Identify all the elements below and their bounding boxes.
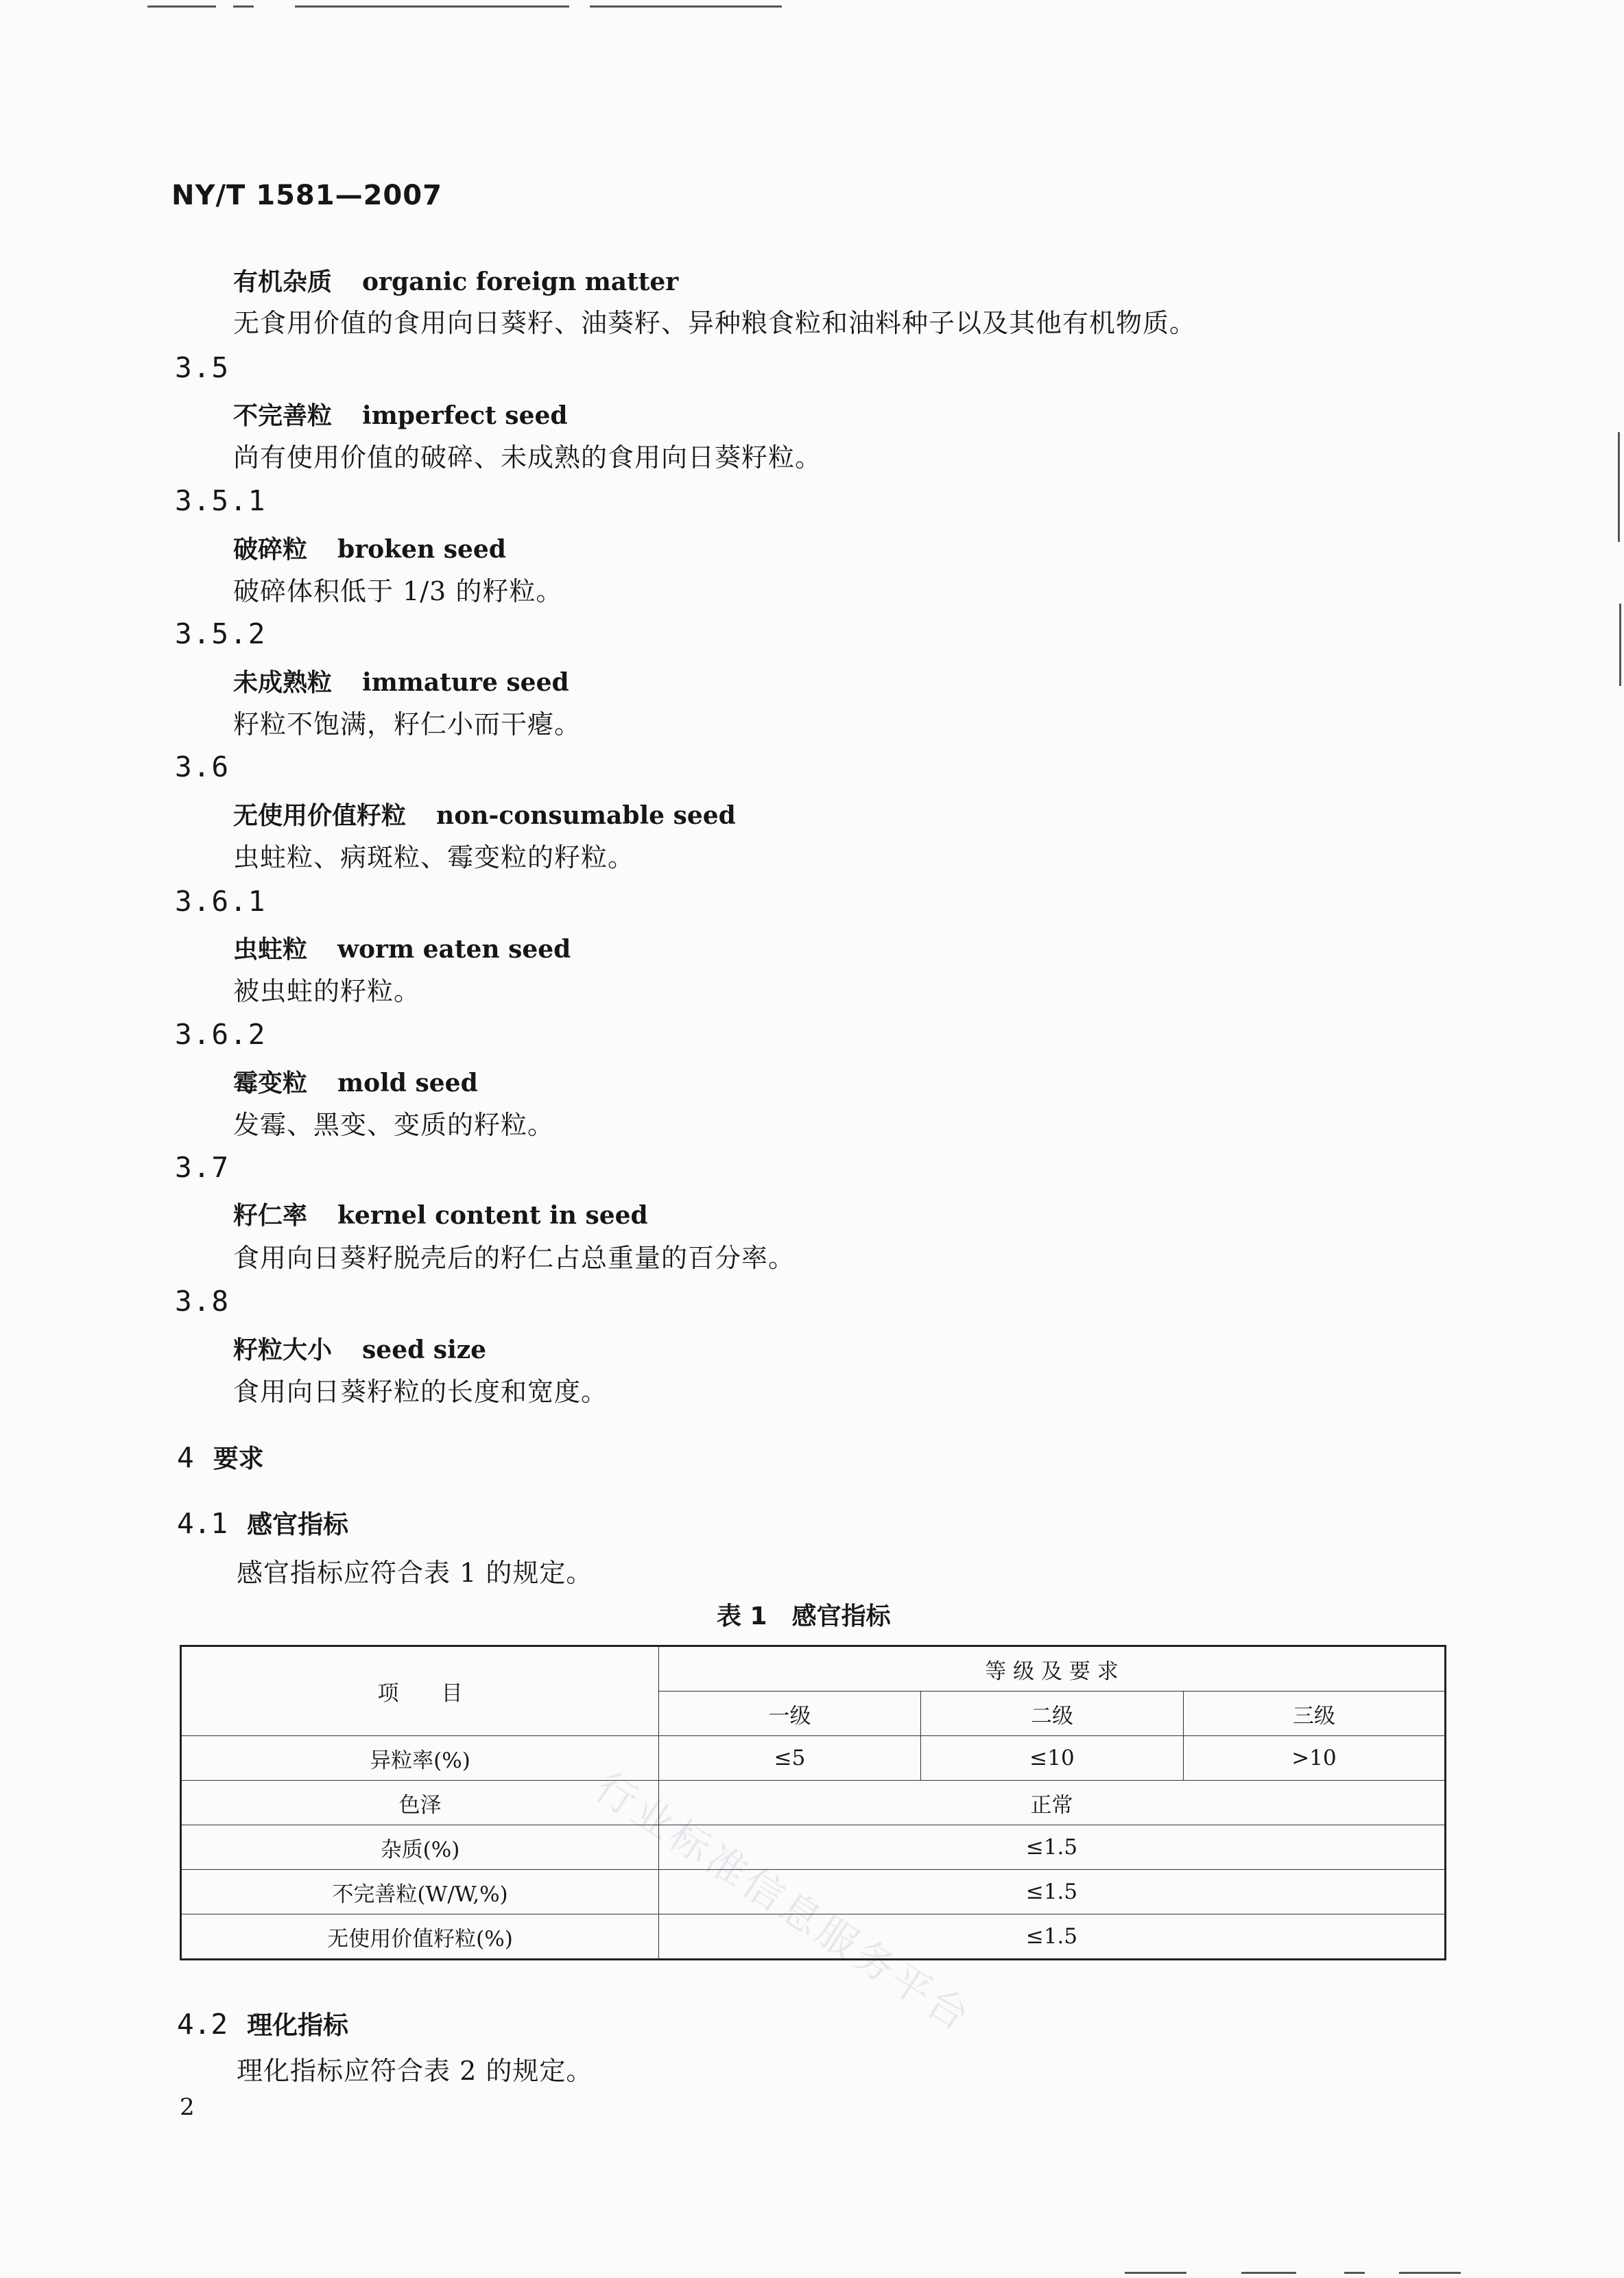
- term-zh: 籽粒大小: [233, 1336, 333, 1364]
- grade-col-header: 一级: [659, 1692, 921, 1736]
- term-en: non-consumable seed: [436, 801, 736, 830]
- clause-number: 3.6.1: [175, 885, 267, 918]
- term-worm-eaten-seed: [233, 930, 571, 965]
- row-label: 色泽: [181, 1781, 659, 1825]
- definition: 食用向日葵籽粒的长度和宽度。: [233, 1377, 608, 1407]
- scan-mark-top: [590, 5, 782, 8]
- scan-mark-top: [295, 5, 569, 8]
- section-number: 4: [177, 1441, 194, 1474]
- term-non-consumable-seed: [233, 796, 736, 831]
- clause-number: 3.6.2: [175, 1018, 267, 1051]
- term-immature-seed: [233, 663, 569, 698]
- item-header: 项 目: [181, 1646, 659, 1736]
- term-en: imperfect seed: [362, 401, 568, 430]
- sensory-index-table: [180, 1645, 1446, 1960]
- scan-mark-top: [233, 5, 254, 8]
- table-row: [181, 1825, 1446, 1870]
- section-number: 4.2: [177, 2008, 228, 2041]
- cell-value: >10: [1184, 1736, 1446, 1781]
- term-en: broken seed: [337, 535, 506, 564]
- term-zh: 不完善粒: [233, 402, 333, 430]
- clause-number: 3.6: [175, 750, 230, 783]
- term-zh: 霉变粒: [233, 1069, 308, 1098]
- definition: 籽粒不饱满，籽仁小而干瘪。: [233, 709, 582, 739]
- scan-mark-right: [1619, 604, 1621, 686]
- cell-value: 正常: [659, 1781, 1446, 1825]
- term-en: seed size: [362, 1336, 487, 1364]
- scan-mark-bottom: [1344, 2272, 1365, 2274]
- cell-value: ≤1.5: [659, 1914, 1446, 1960]
- definition: 无食用价值的食用向日葵籽、油葵籽、异种粮食粒和油料种子以及其他有机物质。: [233, 308, 1197, 338]
- term-seed-size: [233, 1331, 486, 1366]
- term-zh: 破碎粒: [233, 536, 308, 564]
- row-label: 无使用价值籽粒(%): [181, 1914, 659, 1960]
- cell-value: ≤1.5: [659, 1825, 1446, 1870]
- cell-value: ≤1.5: [659, 1870, 1446, 1914]
- term-en: organic foreign matter: [362, 268, 679, 296]
- definition: 破碎体积低于 1/3 的籽粒。: [233, 576, 563, 606]
- grade-header: 等 级 及 要 求: [659, 1646, 1446, 1692]
- section-4-1-heading: [177, 1504, 348, 1541]
- term-zh: 籽仁率: [233, 1202, 308, 1230]
- row-label: 异粒率(%): [181, 1736, 659, 1781]
- term-en: kernel content in seed: [337, 1201, 648, 1230]
- term-en: worm eaten seed: [337, 935, 571, 964]
- section-text: 感官指标应符合表 1 的规定。: [237, 1558, 593, 1588]
- table-caption: 表 1 感官指标: [717, 1602, 891, 1630]
- cell-value: ≤10: [921, 1736, 1184, 1781]
- table-row: [181, 1781, 1446, 1825]
- clause-number: 3.5.1: [175, 484, 267, 517]
- definition: 食用向日葵籽脱壳后的籽仁占总重量的百分率。: [233, 1243, 796, 1273]
- term-en: immature seed: [362, 668, 569, 697]
- term-zh: 未成熟粒: [233, 669, 333, 697]
- grade-col-header: 三级: [1184, 1692, 1446, 1736]
- term-zh: 无使用价值籽粒: [233, 802, 407, 830]
- term-en: mold seed: [337, 1069, 478, 1098]
- term-organic-foreign-matter: [233, 263, 678, 298]
- clause-number: 3.5.2: [175, 617, 267, 650]
- watermark: 行业标准信息服务平台: [586, 1763, 981, 2042]
- scan-mark-bottom: [1125, 2272, 1186, 2274]
- row-label: 杂质(%): [181, 1825, 659, 1870]
- clause-number: 3.7: [175, 1151, 230, 1184]
- table-row: [181, 1914, 1446, 1960]
- cell-value: ≤5: [659, 1736, 921, 1781]
- section-title: 感官指标: [247, 1510, 349, 1539]
- term-mold-seed: [233, 1064, 478, 1099]
- section-4-heading: [177, 1438, 264, 1475]
- definition: 发霉、黑变、变质的籽粒。: [233, 1110, 555, 1140]
- term-kernel-content: [233, 1196, 648, 1231]
- section-text: 理化指标应符合表 2 的规定。: [237, 2056, 593, 2086]
- page-number: 2: [180, 2093, 195, 2121]
- section-4-2-heading: [177, 2004, 348, 2041]
- table-row: [181, 1870, 1446, 1914]
- scan-mark-right: [1618, 432, 1620, 542]
- section-number: 4.1: [177, 1507, 228, 1540]
- definition: 被虫蛀的籽粒。: [233, 976, 421, 1006]
- section-title: 要求: [213, 1444, 264, 1473]
- definition: 尚有使用价值的破碎、未成熟的食用向日葵籽粒。: [233, 442, 822, 473]
- table-row: [181, 1736, 1446, 1781]
- term-imperfect-seed: [233, 396, 568, 431]
- term-broken-seed: [233, 530, 506, 565]
- clause-number: 3.5: [175, 351, 230, 384]
- term-zh: 虫蛀粒: [233, 936, 308, 964]
- clause-number: 3.8: [175, 1285, 230, 1318]
- section-title: 理化指标: [247, 2010, 349, 2040]
- term-zh: 有机杂质: [233, 268, 333, 296]
- standard-code: NY/T 1581—2007: [171, 180, 442, 211]
- grade-col-header: 二级: [921, 1692, 1184, 1736]
- row-label: 不完善粒(W/W,%): [181, 1870, 659, 1914]
- scan-mark-top: [147, 5, 216, 8]
- definition: 虫蛀粒、病斑粒、霉变粒的籽粒。: [233, 842, 635, 873]
- scan-mark-bottom: [1241, 2272, 1296, 2274]
- scan-mark-bottom: [1399, 2272, 1461, 2274]
